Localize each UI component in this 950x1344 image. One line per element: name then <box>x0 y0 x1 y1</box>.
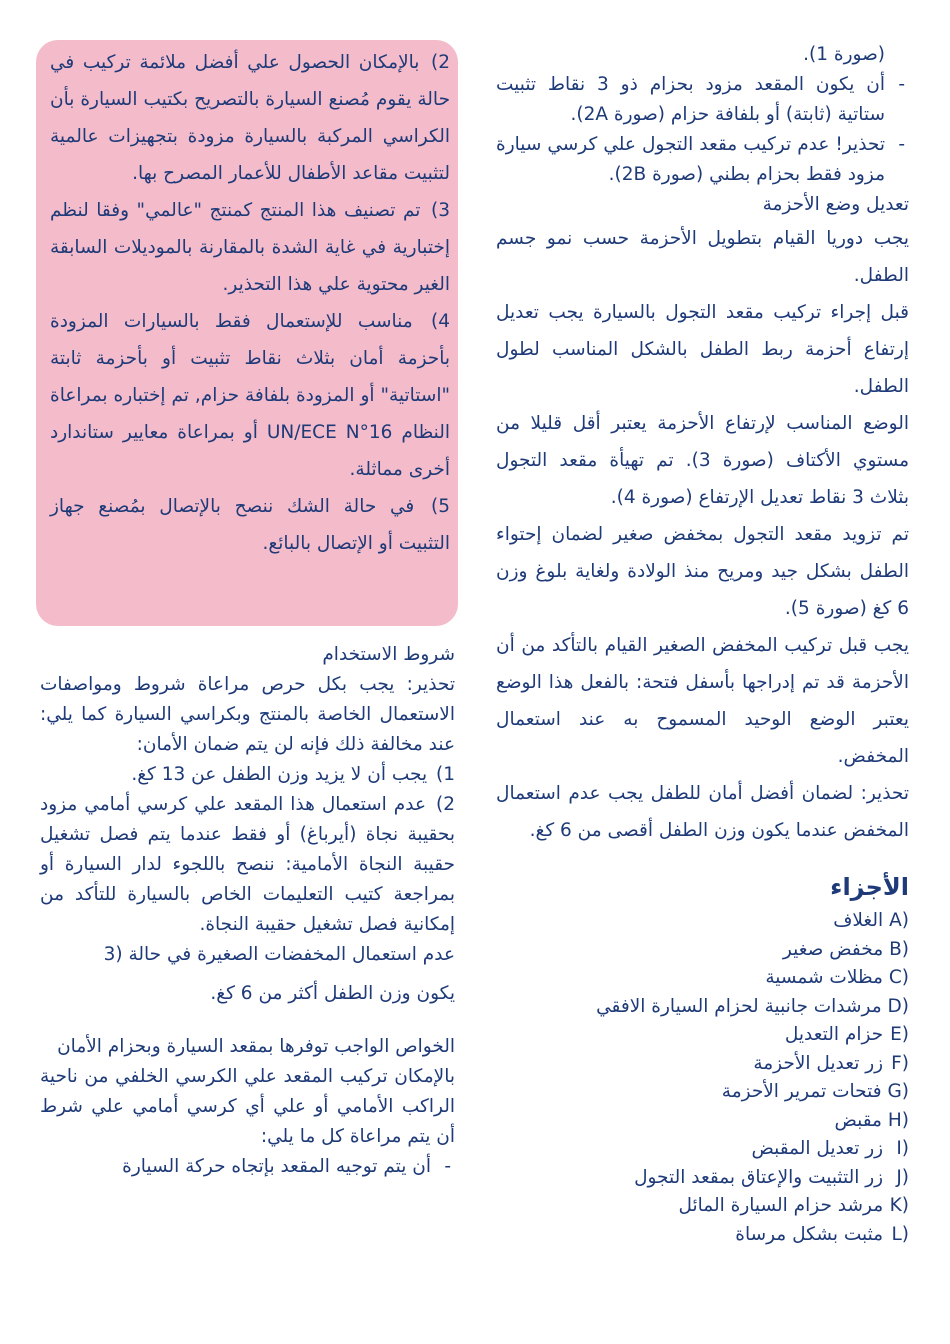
box-item-4: 4) مناسب للإستعمال فقط بالسيارات المزودة بأحزمة أمان بثلاث نقاط تثبيت أو بأحزمة ثابتة "استاتية" أو المزودة بلفافة حزام, تم إختباره بمراعاة النظام UN/ECE N°16 أو بمراعاة معايير ستاندارد أخرى مماثلة. <box>50 311 450 480</box>
requirement-item: - أن يكون المقعد مزود بحزام ذو 3 نقاط تثبيت ستاتية (ثابتة) أو بلفافة حزام (صورة 2A). <box>496 70 909 130</box>
usage-conditions-section <box>40 640 455 1182</box>
parts-list <box>496 907 909 1249</box>
list-item: E) حزام التعديل <box>784 1024 909 1045</box>
list-item: I) زر تعديل المقبض <box>751 1138 909 1159</box>
usage-warning: تحذير: يجب بكل حرص مراعاة شروط ومواصفات الاستعمال الخاصة بالمنتج وبكراسي السيارة كما يلي: عند مخالفة ذلك فإنه لن يتم ضمان الأمان: <box>40 674 455 755</box>
list-item: L) مثبت بشكل مرساة <box>735 1223 909 1245</box>
properties-item: - أن يتم توجيه المقعد بإتجاه حركة السيارة <box>40 1152 455 1182</box>
paragraph: الوضع المناسب لإرتفاع الأحزمة يعتبر أقل قليلا من مستوي الأكتاف (صورة 3). تم تهيأة مقعد التجول بثلاث 3 نقاط تعديل الإرتفاع (صورة 4). <box>496 413 909 508</box>
paragraph: يجب دوريا القيام بتطويل الأحزمة حسب نمو جسم الطفل. <box>496 228 909 286</box>
list-item: J) زر التثبيت والإعتاق بمقعد التجول <box>634 1166 909 1188</box>
paragraph: يجب قبل تركيب المخفض الصغير القيام بالتأكد من أن الأحزمة قد تم إدراجها بأسفل فتحة: بالفعل هذا الوضع يعتبر الوضع الوحيد المسموح به عند استعمال المخفض. <box>496 635 909 767</box>
properties-text: بالإمكان تركيب المقعد علي الكرسي الخلفي من ناحية الراكب الأمامي أو علي أي كرسي أمامي علي شرط أن يتم مراعاة كل ما يلي: <box>40 1066 455 1147</box>
condition-3-line1: عدم استعمال المخفضات الصغيرة في حالة (3 <box>103 944 455 965</box>
condition-3-line2: يكون وزن الطفل أكثر من 6 كغ. <box>210 983 455 1004</box>
list-item: K) مرشد حزام السيارة المائل <box>678 1195 909 1216</box>
paragraph: تحذير: لضمان أفضل أمان للطفل يجب عدم استعمال المخفض عندما يكون وزن الطفل أقصى من 6 كغ. <box>496 783 909 841</box>
warning-item: - تحذير! عدم تركيب مقعد التجول علي كرسي سيارة مزود فقط بحزام بطني (صورة 2B). <box>496 130 909 190</box>
paragraph: تم تزويد مقعد التجول بمخفض صغير لضمان إحتواء الطفل بشكل جيد ومريح منذ الولادة ولغاية بلوغ وزن 6 كغ (صورة 5). <box>496 524 909 619</box>
box-item-5: 5) في حالة الشك ننصح بالإتصال بمُصنع جهاز التثبيت أو الإتصال بالبائع. <box>50 496 450 554</box>
usage-title: شروط الاستخدام <box>322 644 455 665</box>
condition-1: 1) يجب أن لا يزيد وزن الطفل عن 13 كغ. <box>131 764 455 785</box>
parts-title: الأجزاء <box>830 873 909 901</box>
condition-2: 2) عدم استعمال هذا المقعد علي كرسي أمامي مزود بحقيبة نجاة (أيرباغ) أو فقط عندما يتم فصل تشغيل حقيبة النجاة الأمامية: ننصح باللجوء لدار السيارة أو بمراجعة كتيب التعليمات الخاص بالسيارة للتأكد من إمكانية فصل تشغيل حقيبة النجاة. <box>40 794 455 935</box>
list-item: H) مقبض <box>834 1109 909 1131</box>
spacer <box>40 1018 455 1032</box>
figure-ref: (صورة 1). <box>803 44 885 65</box>
box-item-2: 2) بالإمكان الحصول علي أفضل ملائمة تركيب في حالة يقوم مُصنع السيارة بالتصريح بكتيب السيارة بأن الكراسي المركبة بالسيارة مزودة بتجهيزات عالمية لتثبيت مقاعد الأطفال للأعمار المصرح بها. <box>50 52 450 184</box>
list-item: F) زر تعديل الأحزمة <box>753 1052 909 1074</box>
right-column <box>496 40 909 1249</box>
properties-title: الخواص الواجب توفرها بمقعد السيارة وبحزام الأمان <box>57 1036 455 1057</box>
belt-adjust-title: تعديل وضع الأحزمة <box>762 194 909 215</box>
list-item: D) مرشدات جانبية لحزام السيارة الافقي <box>596 995 909 1017</box>
list-item: C) مظلات شمسية <box>765 967 909 988</box>
paragraph: قبل إجراء تركيب مقعد التجول بالسيارة يجب تعديل إرتفاع أحزمة ربط الطفل بالشكل المناسب لطول الطفل. <box>496 302 909 397</box>
list-item: A) الغلاف <box>833 910 909 931</box>
list-item: B) مخفض صغير <box>782 938 909 960</box>
warning-box <box>36 40 458 626</box>
box-item-3: 3) تم تصنيف هذا المنتج كمنتج "عالمي" وفقا لنظم إختبارية في غاية الشدة بالمقارنة بالموديلات السابقة الغير محتوية علي هذا التحذير. <box>50 200 450 295</box>
list-item: G) فتحات تمرير الأحزمة <box>721 1081 909 1102</box>
